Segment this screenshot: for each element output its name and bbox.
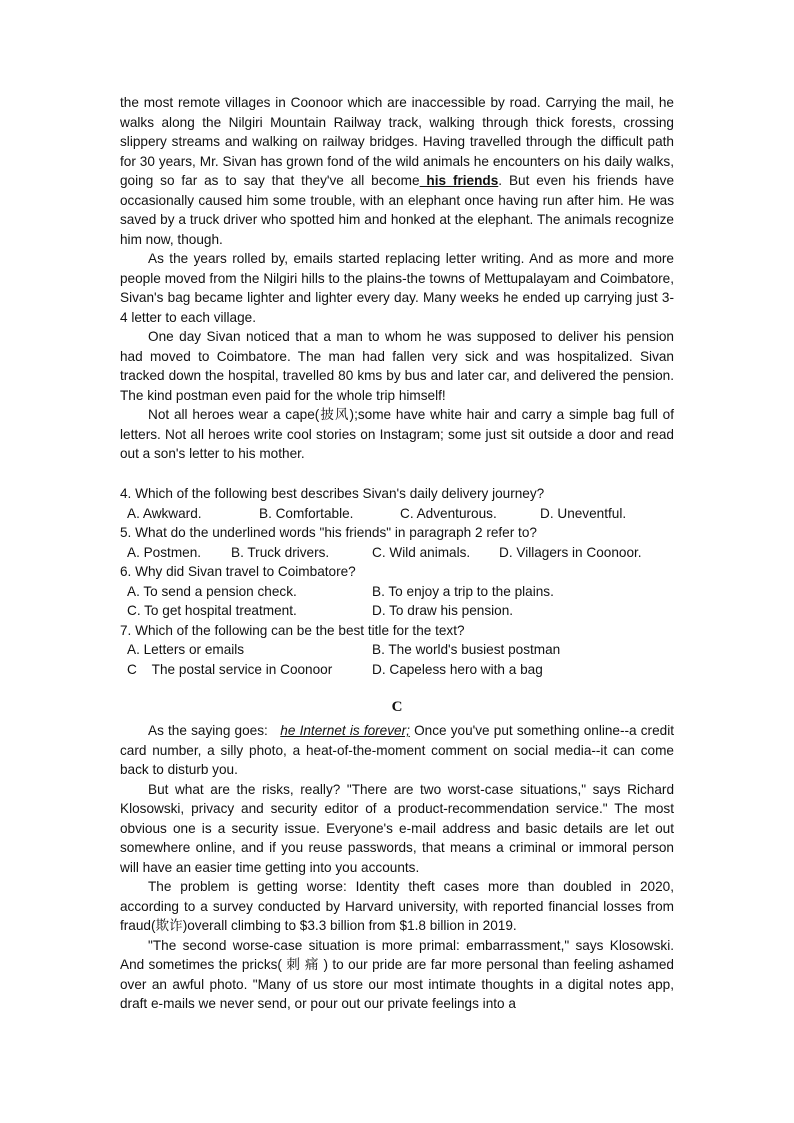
option-b: B. To enjoy a trip to the plains. (372, 583, 554, 599)
options-row (120, 582, 680, 602)
option-c: C. To get hospital treatment. (127, 603, 297, 618)
question-7 (120, 621, 680, 680)
options-row (120, 660, 680, 680)
paragraph-c1 (120, 721, 674, 780)
underlined-his-friends: his friends (419, 173, 499, 188)
paragraph-4: Not all heroes wear a cape(披风);some have white hair and carry a simple bag full of letters. Not all heroes write cool stories on Instagram; some just sit outside a door and read out a son's letter to his mother. (120, 407, 674, 461)
question-4 (120, 484, 680, 523)
paragraph-c1-text-b: Once you've put something online--a credit card number, a silly photo, a heat-of-the-moment comment on social media--it can come back to disturb you. (120, 723, 674, 777)
paragraph-3: One day Sivan noticed that a man to whom he was supposed to deliver his pension had moved to Coimbatore. The man had fallen very sick and was hospitalized. Sivan tracked down the hospital, travelled 80 kms by bus and later car, and delivered the pension. The kind postman even paid for the whole trip himself! (120, 329, 674, 403)
paragraph-1-text-b: . But even his friends have occasionally caused him some trouble, with an elephant once having run after him. He was saved by a truck driver who spotted him and honked at the elephant. The animals recognize him now, though. (120, 173, 675, 247)
option-b: B. Truck drivers. (231, 544, 330, 560)
options-row (120, 640, 680, 660)
options-row (120, 504, 680, 524)
option-d: D. Uneventful. (540, 505, 627, 521)
question-stem: 4. Which of the following best describes Sivan's daily delivery journey? (120, 486, 545, 501)
option-d: D. To draw his pension. (372, 603, 514, 618)
paragraph-c1-text-a: As the saying goes: (148, 723, 281, 738)
paragraph-2: As the years rolled by, emails started replacing letter writing. And as more and more people moved from the Nilgiri hills to the plains-the towns of Mettupalayam and Coimbatore, Sivan's bag became lighter and lighter every day. Many weeks he ended up carrying just 3-4 letter to each village. (120, 251, 674, 325)
section-heading: C (391, 699, 403, 715)
options-row (120, 601, 680, 621)
paragraph-1 (120, 93, 674, 249)
option-a: A. Letters or emails (127, 642, 245, 657)
option-d: D. Capeless hero with a bag (372, 661, 543, 677)
option-b: B. Comfortable. (259, 505, 354, 521)
option-c: C The postal service in Coonoor (127, 661, 333, 677)
question-stem: 6. Why did Sivan travel to Coimbatore? (120, 564, 356, 579)
option-c: C. Wild animals. (372, 544, 471, 560)
option-a: A. Postmen. (127, 544, 202, 560)
option-a: A. To send a pension check. (127, 583, 297, 599)
paragraph-c3: The problem is getting worse: Identity theft cases more than doubled in 2020, according to a survey conducted by Harvard university, with reported financial losses from fraud(欺诈)overall climbing to $3.3 billion from $1.8 billion in 2019. (120, 879, 674, 933)
options-row (120, 543, 680, 563)
paragraph-1-text-a: the most remote villages in Coonoor which are inaccessible by road. Carrying the mail, he walks along the Nilgiri Mountain Railway track, walking through thick forests, crossing slippery streams and walking on railway bridges. Having travelled through the difficult path for 30 years, Mr. Sivan has grown fond of the wild animals he encounters on his daily walks, going so far as to say that they've all become (120, 95, 674, 188)
passage-c (120, 721, 674, 1014)
question-stem: 5. What do the underlined words "his friends" in paragraph 2 refer to? (120, 525, 537, 540)
passage-b (120, 93, 674, 464)
underlined-quote: he Internet is forever; (280, 723, 410, 738)
paragraph-c2: But what are the risks, really? "There are two worst-case situations," says Richard Klosowski, privacy and security editor of a product-recommendation service." The most obvious one is a security issue. Everyone's e-mail address and basic details are let out somewhere online, and if you reuse passwords, that means a criminal or immoral person will have an easier time getting into you accounts. (120, 781, 674, 875)
option-a: A. Awkward. (127, 505, 202, 521)
option-d: D. Villagers in Coonoor. (499, 544, 642, 560)
paragraph-c4: "The second worse-case situation is more primal: embarrassment," says Klosowski. And sometimes the pricks( 刺 痛 ) to our pride are far more personal than feeling ashamed over an awful photo. "Many of us store our most intimate thoughts in a digital notes app, draft e-mails we never send, or pour out our private feelings into a (120, 937, 674, 1011)
option-b: B. The world's busiest postman (372, 642, 561, 657)
question-list (120, 484, 680, 679)
option-c: C. Adventurous. (400, 505, 497, 521)
question-6 (120, 562, 680, 621)
question-5 (120, 523, 680, 562)
question-stem: 7. Which of the following can be the best title for the text? (120, 622, 465, 638)
